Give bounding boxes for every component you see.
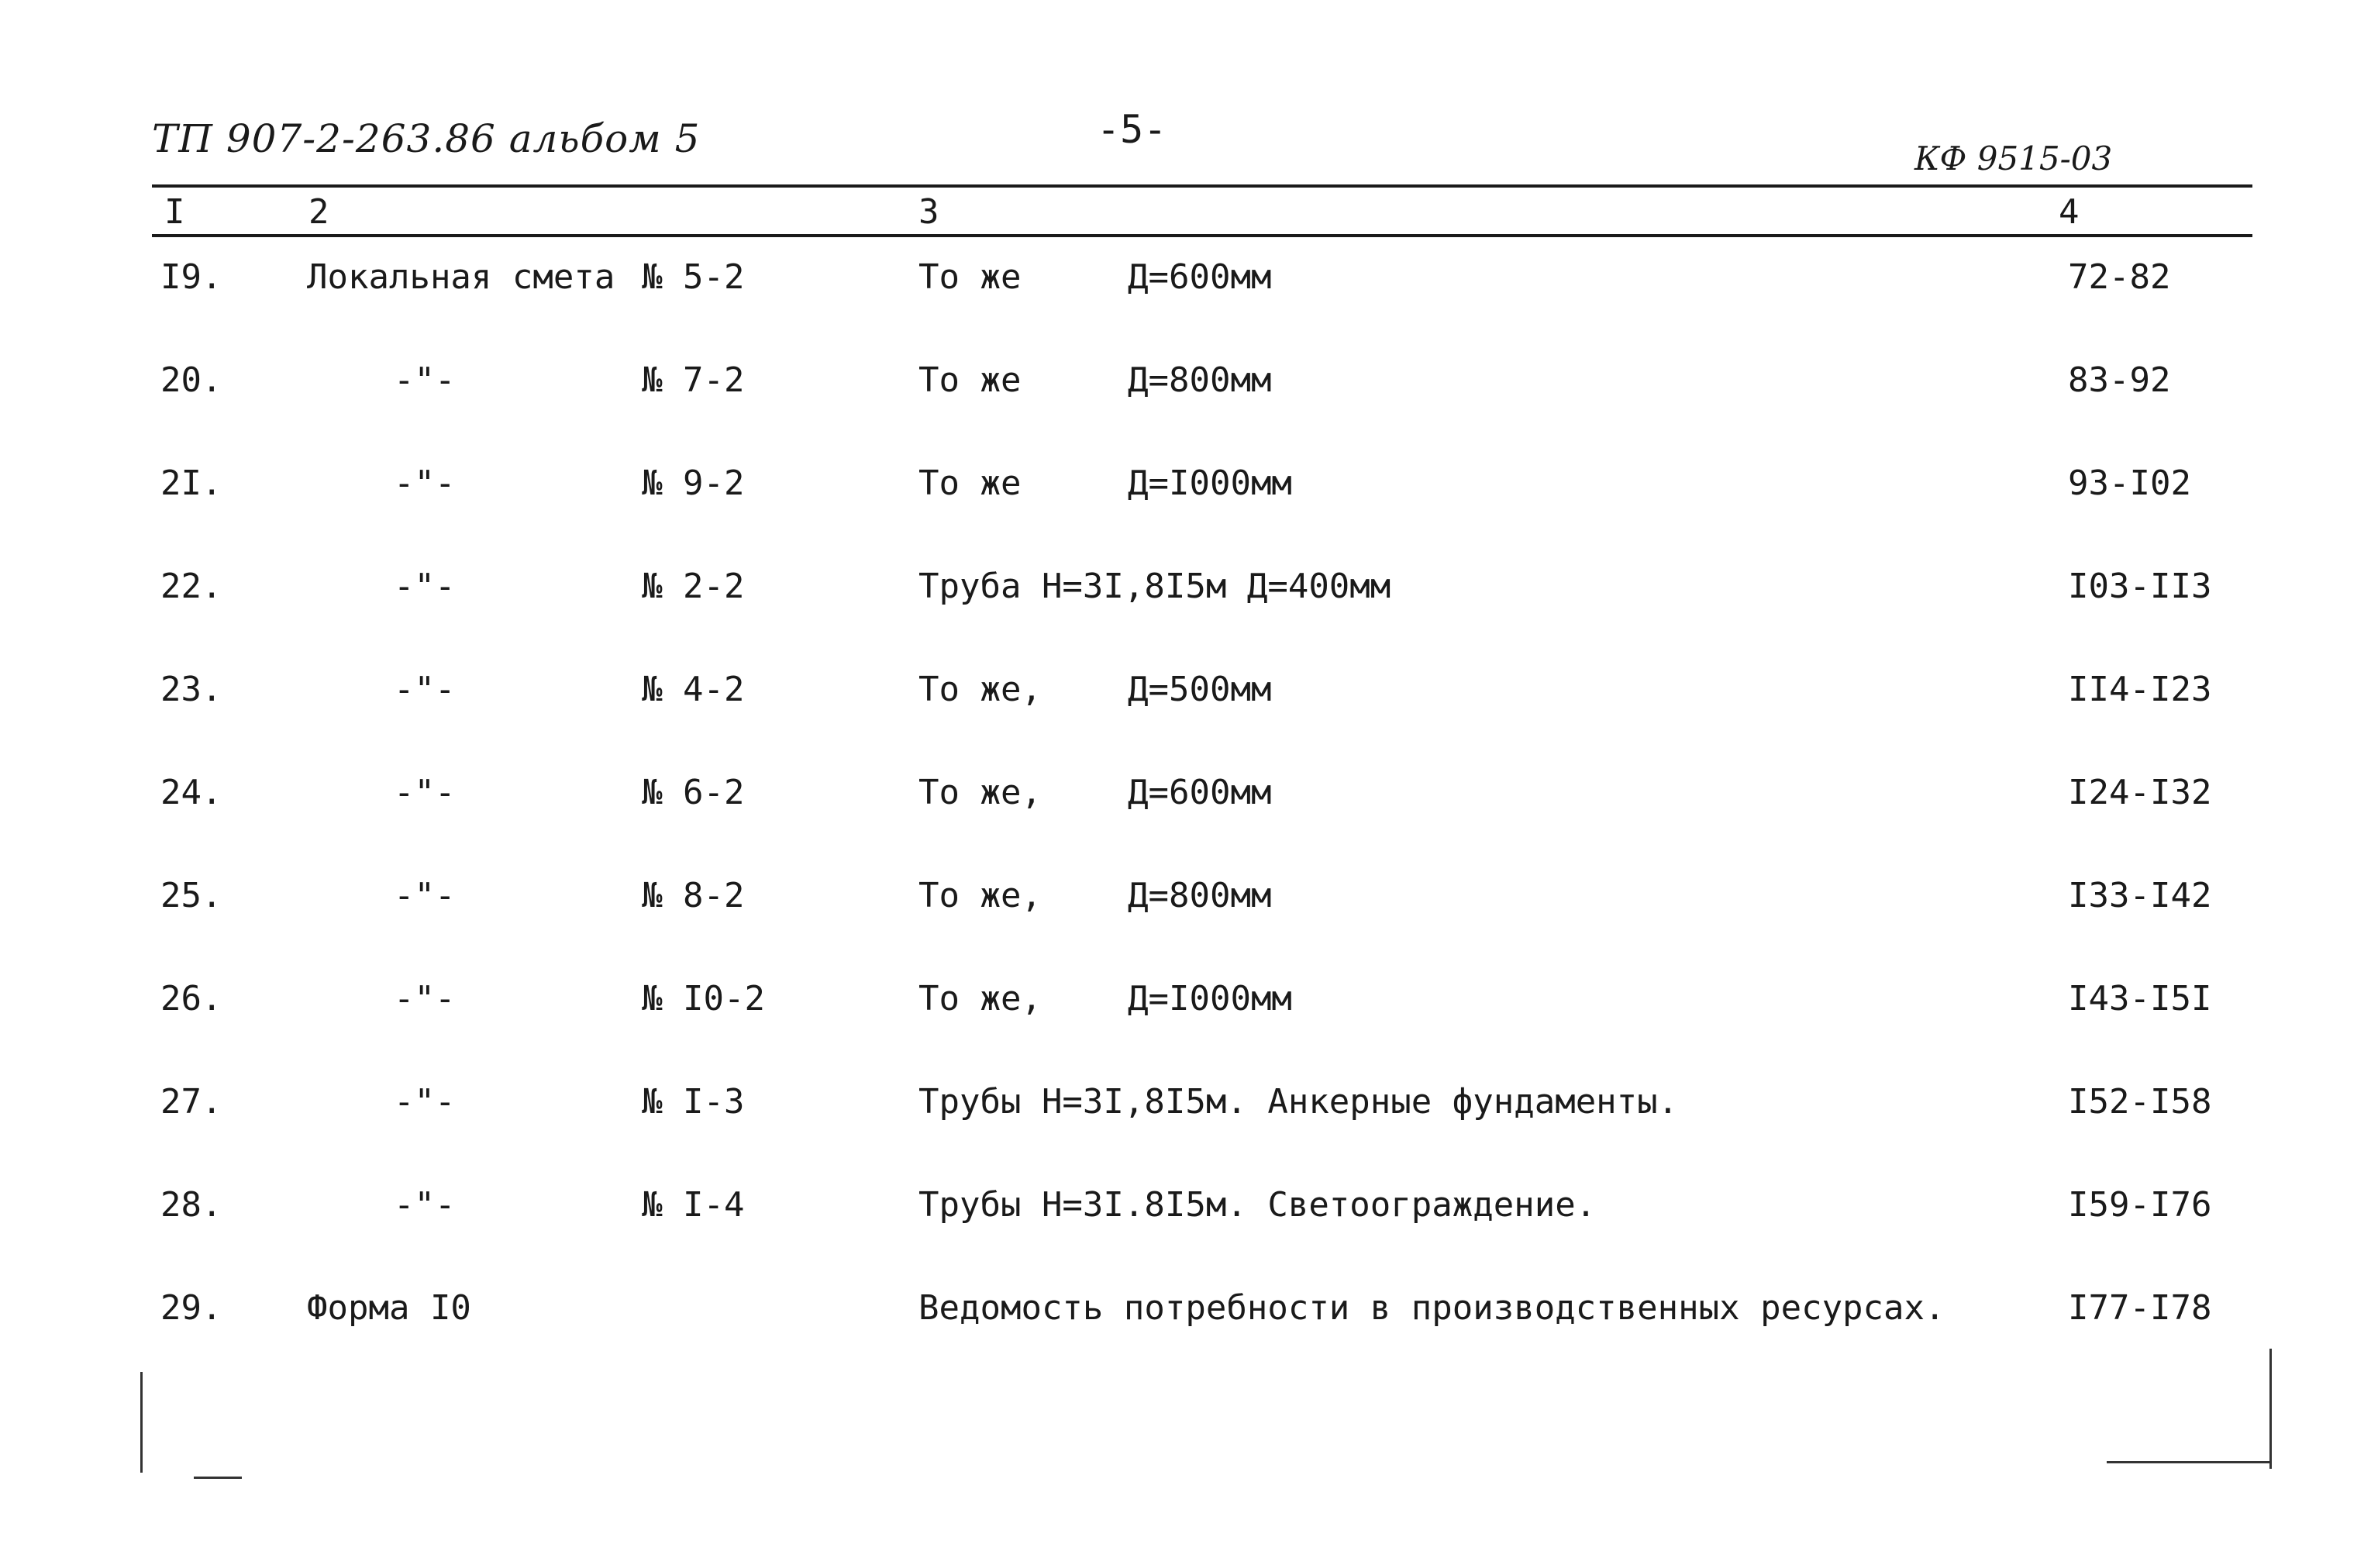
row-number: I9. bbox=[160, 257, 222, 297]
row-number: 2I. bbox=[160, 464, 222, 503]
row-estimate-number: № I-3 bbox=[642, 1082, 745, 1122]
row-pages: 83-92 bbox=[2068, 360, 2171, 400]
row-pages: II4-I23 bbox=[2068, 670, 2212, 709]
row-number: 24. bbox=[160, 773, 222, 812]
row-pages: 93-I02 bbox=[2068, 464, 2191, 503]
row-pages: I24-I32 bbox=[2068, 773, 2212, 812]
row-description: Труба Н=3I,8I5м Д=400мм bbox=[918, 567, 1391, 606]
table-row bbox=[0, 1288, 2371, 1391]
row-description: То же, bbox=[918, 876, 1042, 915]
row-pages: 72-82 bbox=[2068, 257, 2171, 297]
document-code: КФ 9515-03 bbox=[1914, 140, 2113, 177]
table-row bbox=[0, 773, 2371, 876]
row-number: 28. bbox=[160, 1185, 222, 1225]
table-row bbox=[0, 670, 2371, 773]
row-diameter: Д=600мм bbox=[1128, 773, 1272, 812]
row-estimate-number: № 5-2 bbox=[642, 257, 745, 297]
row-ditto-mark: -"- bbox=[394, 773, 456, 812]
row-pages: I33-I42 bbox=[2068, 876, 2212, 915]
frame-mark-right-dash bbox=[2107, 1461, 2269, 1463]
row-ditto-mark: -"- bbox=[394, 464, 456, 503]
row-description: То же, bbox=[918, 670, 1042, 709]
row-description: Ведомость потребности в производственных ресурсах. bbox=[918, 1288, 1945, 1328]
row-pages: I52-I58 bbox=[2068, 1082, 2212, 1122]
row-description: То же bbox=[918, 464, 1022, 503]
row-estimate-number: № 6-2 bbox=[642, 773, 745, 812]
row-number: 20. bbox=[160, 360, 222, 400]
row-diameter: Д=I000мм bbox=[1128, 979, 1292, 1018]
row-pages: I77-I78 bbox=[2068, 1288, 2212, 1328]
row-number: 22. bbox=[160, 567, 222, 606]
row-ditto-mark: -"- bbox=[394, 1185, 456, 1225]
row-ditto-mark: -"- bbox=[394, 567, 456, 606]
row-diameter: Д=800мм bbox=[1128, 360, 1272, 400]
row-document-type: Форма I0 bbox=[307, 1288, 471, 1328]
table-header-rule bbox=[152, 234, 2252, 237]
table-row bbox=[0, 464, 2371, 567]
row-pages: I59-I76 bbox=[2068, 1185, 2212, 1225]
row-diameter: Д=800мм bbox=[1128, 876, 1272, 915]
row-description: То же, bbox=[918, 773, 1042, 812]
table-row bbox=[0, 257, 2371, 360]
row-estimate-number: № 4-2 bbox=[642, 670, 745, 709]
row-description: То же bbox=[918, 257, 1022, 297]
row-ditto-mark: -"- bbox=[394, 1082, 456, 1122]
row-estimate-number: № 2-2 bbox=[642, 567, 745, 606]
table-row bbox=[0, 876, 2371, 979]
row-estimate-number: № 7-2 bbox=[642, 360, 745, 400]
page-number: -5- bbox=[1097, 107, 1167, 152]
table-body bbox=[0, 257, 2371, 1391]
row-pages: I43-I5I bbox=[2068, 979, 2212, 1018]
row-estimate-number: № I-4 bbox=[642, 1185, 745, 1225]
table-row bbox=[0, 1082, 2371, 1185]
table-top-rule bbox=[152, 184, 2252, 188]
row-number: 26. bbox=[160, 979, 222, 1018]
column-header-1: I bbox=[164, 192, 185, 232]
row-description: То же, bbox=[918, 979, 1042, 1018]
row-description: То же bbox=[918, 360, 1022, 400]
table-row bbox=[0, 979, 2371, 1082]
row-estimate-number: № 8-2 bbox=[642, 876, 745, 915]
row-diameter: Д=500мм bbox=[1128, 670, 1272, 709]
column-header-2: 2 bbox=[308, 192, 329, 232]
row-ditto-mark: -"- bbox=[394, 876, 456, 915]
table-row bbox=[0, 360, 2371, 464]
row-diameter: Д=600мм bbox=[1128, 257, 1272, 297]
row-ditto-mark: -"- bbox=[394, 360, 456, 400]
row-estimate-number: № I0-2 bbox=[642, 979, 765, 1018]
row-description: Трубы Н=3I,8I5м. Анкерные фундаменты. bbox=[918, 1082, 1679, 1122]
row-estimate-number: № 9-2 bbox=[642, 464, 745, 503]
row-number: 23. bbox=[160, 670, 222, 709]
row-document-type: Локальная смета bbox=[307, 257, 615, 297]
table-row bbox=[0, 567, 2371, 670]
row-description: Трубы Н=3I.8I5м. Светоограждение. bbox=[918, 1185, 1597, 1225]
frame-mark-right bbox=[2269, 1349, 2272, 1469]
row-ditto-mark: -"- bbox=[394, 979, 456, 1018]
row-ditto-mark: -"- bbox=[394, 670, 456, 709]
row-number: 29. bbox=[160, 1288, 222, 1328]
row-pages: I03-II3 bbox=[2068, 567, 2212, 606]
table-row bbox=[0, 1185, 2371, 1288]
row-diameter: Д=I000мм bbox=[1128, 464, 1292, 503]
row-number: 25. bbox=[160, 876, 222, 915]
frame-mark-left bbox=[140, 1372, 143, 1473]
frame-mark-left-dash bbox=[194, 1477, 242, 1479]
document-reference: ТП 907-2-263.86 альбом 5 bbox=[152, 116, 701, 161]
column-header-4: 4 bbox=[2059, 192, 2080, 232]
column-header-3: 3 bbox=[918, 192, 939, 232]
row-number: 27. bbox=[160, 1082, 222, 1122]
